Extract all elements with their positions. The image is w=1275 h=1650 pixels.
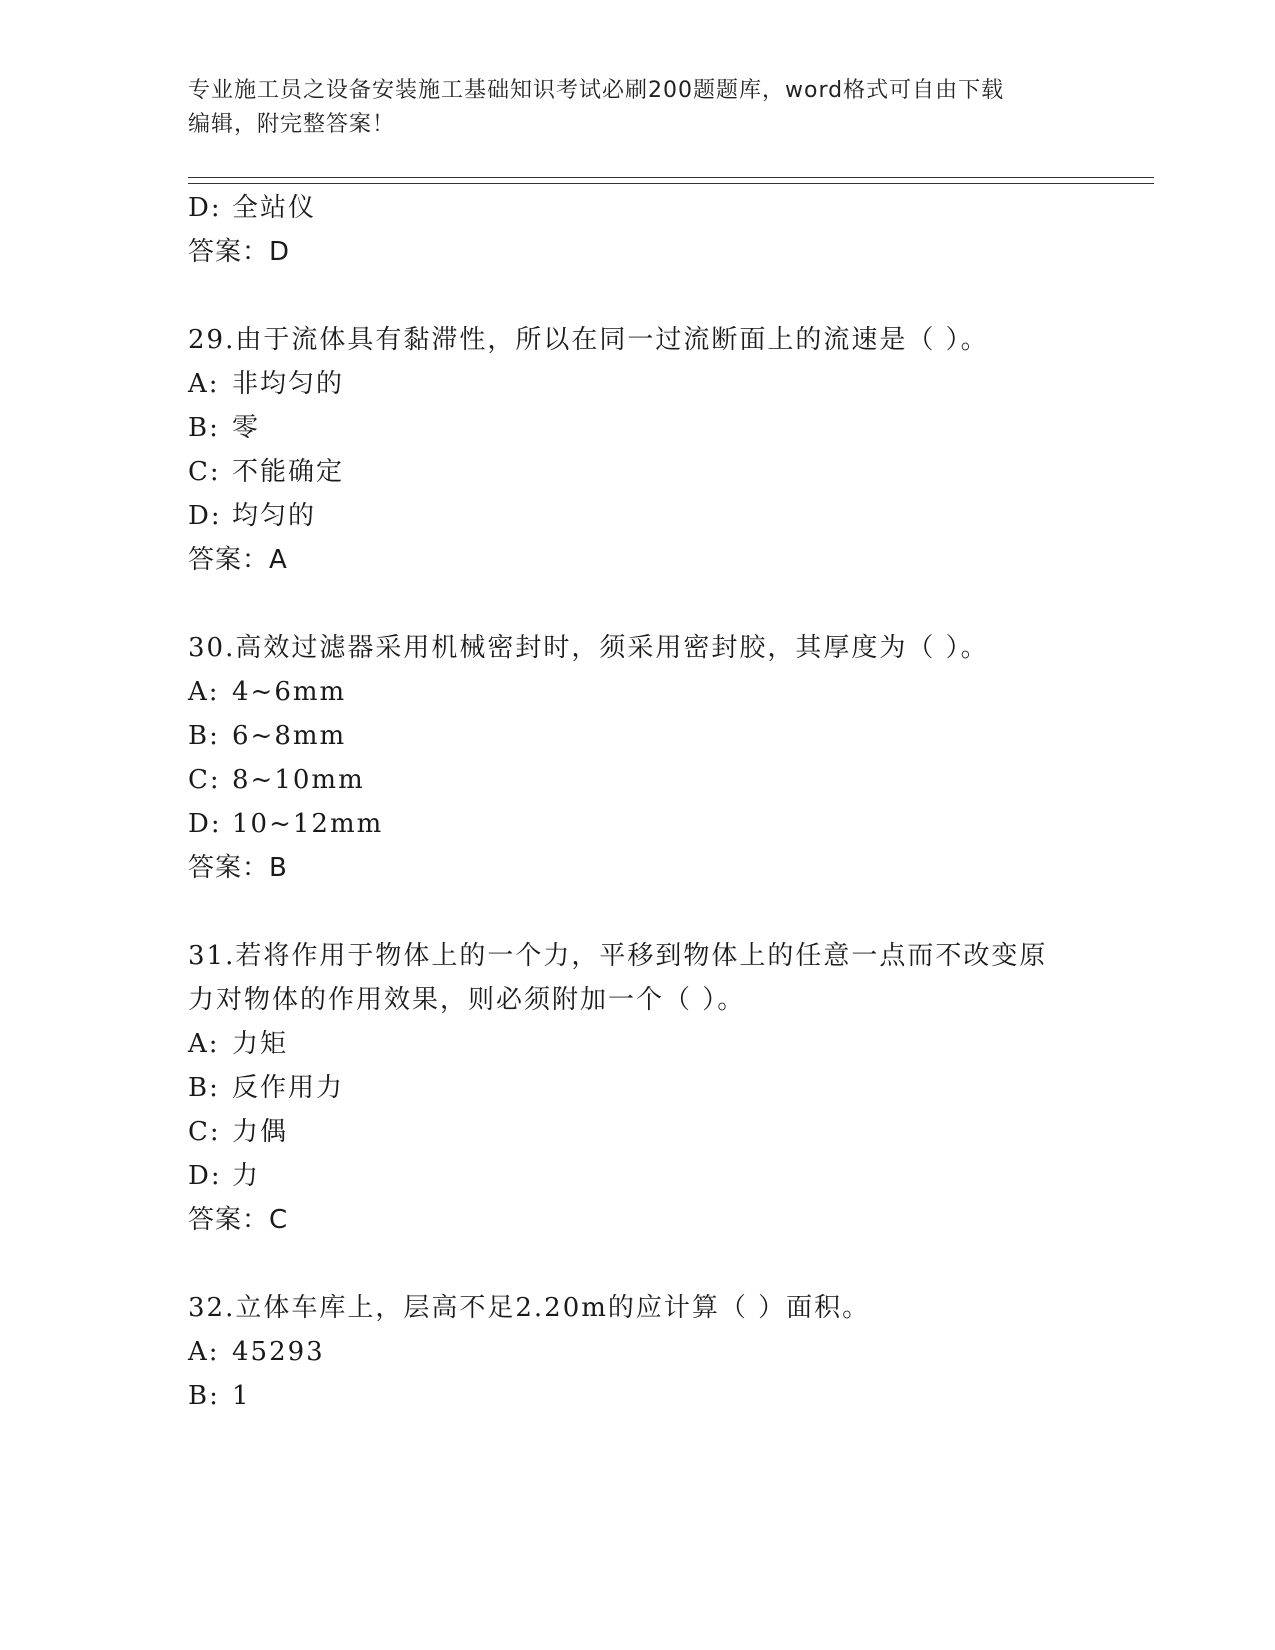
header-divider-top bbox=[188, 177, 1154, 178]
option-label: A: bbox=[188, 677, 220, 707]
header-line-2: 编辑，附完整答案！ bbox=[188, 112, 396, 137]
option-label: D: bbox=[188, 1161, 222, 1191]
option-a bbox=[188, 364, 1128, 404]
option-label: A: bbox=[188, 1337, 220, 1367]
option-d bbox=[188, 1156, 1128, 1196]
option-b bbox=[188, 1068, 1128, 1108]
option-d bbox=[188, 804, 1128, 844]
answer-line: 答案：B bbox=[188, 853, 288, 883]
option-text: 10~12mm bbox=[232, 809, 384, 839]
option-label: B: bbox=[188, 1381, 220, 1411]
option-label: D: bbox=[188, 501, 222, 531]
question-stem: 29.由于流体具有黏滞性，所以在同一过流断面上的流速是（ ）。 bbox=[188, 325, 989, 355]
header-divider-bottom bbox=[188, 183, 1154, 184]
answer-line: 答案：D bbox=[188, 237, 291, 267]
option-text: 全站仪 bbox=[232, 193, 317, 223]
option-text: 1 bbox=[232, 1381, 251, 1411]
option-text: 均匀的 bbox=[232, 501, 317, 531]
header-line-1: 专业施工员之设备安装施工基础知识考试必刷200题题库，word格式可自由下载 bbox=[188, 78, 1005, 103]
option-text: 45293 bbox=[232, 1337, 325, 1367]
question-stem: 32.立体车库上，层高不足2.20m的应计算（ ）面积。 bbox=[188, 1293, 871, 1323]
option-d bbox=[188, 188, 1128, 228]
option-text: 4~6mm bbox=[232, 677, 347, 707]
option-b bbox=[188, 1376, 1128, 1416]
option-label: C: bbox=[188, 765, 221, 795]
option-a bbox=[188, 1332, 1128, 1372]
option-text: 力矩 bbox=[232, 1029, 289, 1059]
option-c bbox=[188, 760, 1128, 800]
option-c bbox=[188, 1112, 1128, 1152]
option-label: D: bbox=[188, 193, 222, 223]
option-text: 反作用力 bbox=[232, 1073, 345, 1103]
option-label: C: bbox=[188, 457, 221, 487]
question-stem-continued: 力对物体的作用效果，则必须附加一个（ ）。 bbox=[188, 985, 746, 1015]
option-label: B: bbox=[188, 1073, 220, 1103]
option-text: 不能确定 bbox=[232, 457, 345, 487]
option-text: 非均匀的 bbox=[232, 369, 345, 399]
option-a bbox=[188, 1024, 1128, 1064]
option-b bbox=[188, 716, 1128, 756]
option-c bbox=[188, 452, 1128, 492]
option-text: 6~8mm bbox=[232, 721, 347, 751]
option-a bbox=[188, 672, 1128, 712]
option-label: A: bbox=[188, 369, 220, 399]
option-label: A: bbox=[188, 1029, 220, 1059]
question-stem: 30.高效过滤器采用机械密封时，须采用密封胶，其厚度为（ ）。 bbox=[188, 633, 989, 663]
option-text: 零 bbox=[232, 413, 261, 443]
option-text: 8~10mm bbox=[232, 765, 365, 795]
question-stem: 31.若将作用于物体上的一个力，平移到物体上的任意一点而不改变原 bbox=[188, 941, 1048, 971]
option-text: 力偶 bbox=[232, 1117, 289, 1147]
answer-line: 答案：A bbox=[188, 545, 288, 575]
option-b bbox=[188, 408, 1128, 448]
option-label: B: bbox=[188, 721, 220, 751]
answer-line: 答案：C bbox=[188, 1205, 289, 1235]
option-text: 力 bbox=[232, 1161, 261, 1191]
option-label: C: bbox=[188, 1117, 221, 1147]
option-label: D: bbox=[188, 809, 222, 839]
option-d bbox=[188, 496, 1128, 536]
option-label: B: bbox=[188, 413, 220, 443]
document-header bbox=[188, 74, 1088, 142]
